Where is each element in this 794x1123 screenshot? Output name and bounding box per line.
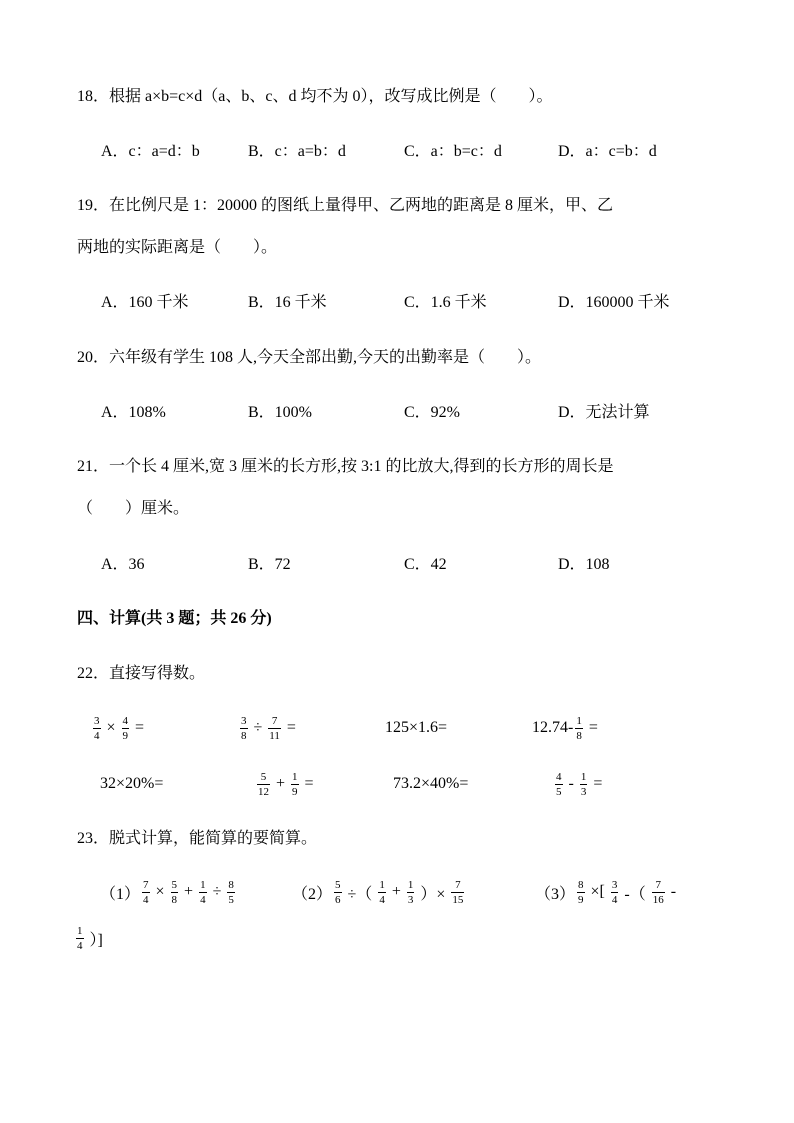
q22-expr-6	[255, 768, 318, 800]
q21-option-b: B．72	[248, 556, 291, 573]
equals: =	[135, 719, 145, 736]
q19-option-a: A．160 千米	[101, 294, 189, 311]
operator: -（	[624, 885, 646, 903]
equals: =	[588, 719, 598, 736]
operator: ×[	[590, 883, 605, 900]
q19-option-c: C．1.6 千米	[404, 294, 487, 311]
problem-label: （1）	[100, 885, 141, 903]
q23-stem: 23．脱式计算，能简算的要简算。	[77, 830, 318, 847]
fraction: $\frac{1}{3}$	[407, 878, 414, 906]
q20-option-a: A．108%	[101, 404, 166, 421]
q22-expr-3: 125×1.6=	[385, 719, 448, 736]
q18-option-b: B．c：a=b：d	[248, 143, 346, 160]
fraction: $\frac{3}{4}$	[611, 878, 618, 906]
fraction: $\frac{3}{8}$	[241, 714, 247, 742]
q21-stem-line1: 21．一个长 4 厘米,宽 3 厘米的长方形,按 3:1 的比放大,得到的长方形的周长是	[77, 458, 614, 475]
q22-expr-2	[238, 712, 300, 744]
fraction: $\frac{1}{4}$	[379, 878, 385, 906]
q19-option-b: B．16 千米	[248, 294, 327, 311]
fraction: $\frac{1}{4}$	[200, 878, 206, 906]
expression-lead: 12.74-	[532, 719, 574, 736]
operator: ×	[155, 883, 165, 900]
operator: -	[670, 883, 677, 900]
q21-option-c: C．42	[404, 556, 447, 573]
q21-option-d: D．108	[558, 556, 610, 573]
fraction: $\frac{7}{11}$	[269, 714, 280, 742]
fraction: $\frac{5}{6}$	[335, 878, 341, 906]
problem-label: （3）	[535, 885, 576, 903]
q21-stem-line2: （ ）厘米。	[77, 500, 190, 517]
equals: =	[286, 719, 296, 736]
q22-expr-8	[553, 768, 606, 800]
operator: +	[391, 883, 401, 900]
problem-label: （2）	[292, 885, 333, 903]
fraction: $\frac{1}{9}$	[292, 770, 298, 798]
q19-option-d: D．160000 千米	[558, 294, 670, 311]
fraction: $\frac{7}{4}$	[143, 878, 149, 906]
fraction: $\frac{4}{5}$	[556, 770, 562, 798]
q23-problem-1	[100, 876, 237, 908]
q18-option-c: C．a：b=c：d	[404, 143, 502, 160]
q19-stem-line1: 19．在比例尺是 1：20000 的图纸上量得甲、乙两地的距离是 8 厘米，甲、乙	[77, 197, 614, 214]
fraction: $\frac{1}{4}$	[77, 924, 83, 952]
q18-stem: 18．根据 a×b=c×d（a、b、c、d 均不为 0），改写成比例是（ ）。	[77, 88, 553, 105]
q23-problem-2	[292, 876, 466, 908]
q22-stem: 22．直接写得数。	[77, 665, 206, 682]
fraction: $\frac{4}{9}$	[122, 714, 129, 742]
fraction: $\frac{5}{8}$	[171, 878, 178, 906]
q22-expr-1	[91, 712, 148, 744]
equals: =	[304, 775, 314, 792]
fraction: $\frac{5}{12}$	[258, 770, 269, 798]
fraction: $\frac{1}{3}$	[580, 770, 587, 798]
fraction: $\frac{7}{15}$	[452, 878, 464, 906]
q21-option-a: A．36	[101, 556, 145, 573]
q19-stem-line2: 两地的实际距离是（ ）。	[77, 239, 278, 256]
fraction: $\frac{7}{16}$	[652, 878, 664, 906]
fraction: $\frac{3}{4}$	[94, 714, 100, 742]
q18-option-a: A．c：a=d：b	[101, 143, 200, 160]
fraction: $\frac{8}{5}$	[228, 878, 234, 906]
q22-expr-4	[532, 712, 602, 744]
q20-option-d: D．无法计算	[558, 404, 650, 421]
operator: ÷	[212, 883, 222, 900]
q20-option-c: C．92%	[404, 404, 461, 421]
closing-brackets: ）]	[89, 931, 103, 949]
operator: ÷	[253, 719, 263, 736]
fraction: $\frac{8}{9}$	[578, 878, 584, 906]
q22-expr-5: 32×20%=	[100, 775, 164, 792]
operator: +	[276, 775, 286, 792]
equals: =	[593, 775, 603, 792]
operator: -	[568, 775, 574, 792]
section-heading: 四、计算(共 3 题；共 26 分)	[77, 610, 272, 627]
q22-expr-7: 73.2×40%=	[393, 775, 469, 792]
operator: ×	[106, 719, 116, 736]
operator: +	[184, 883, 194, 900]
q18-option-d: D．a：c=b：d	[558, 143, 657, 160]
operator: ）×	[420, 885, 446, 903]
q20-stem: 20．六年级有学生 108 人,今天全部出勤,今天的出勤率是（ ）。	[77, 349, 542, 366]
q23-problem-3-continued	[74, 922, 107, 954]
operator: ÷（	[347, 885, 373, 903]
fraction: $\frac{1}{8}$	[576, 714, 582, 742]
q20-option-b: B．100%	[248, 404, 313, 421]
q23-problem-3	[535, 876, 680, 908]
